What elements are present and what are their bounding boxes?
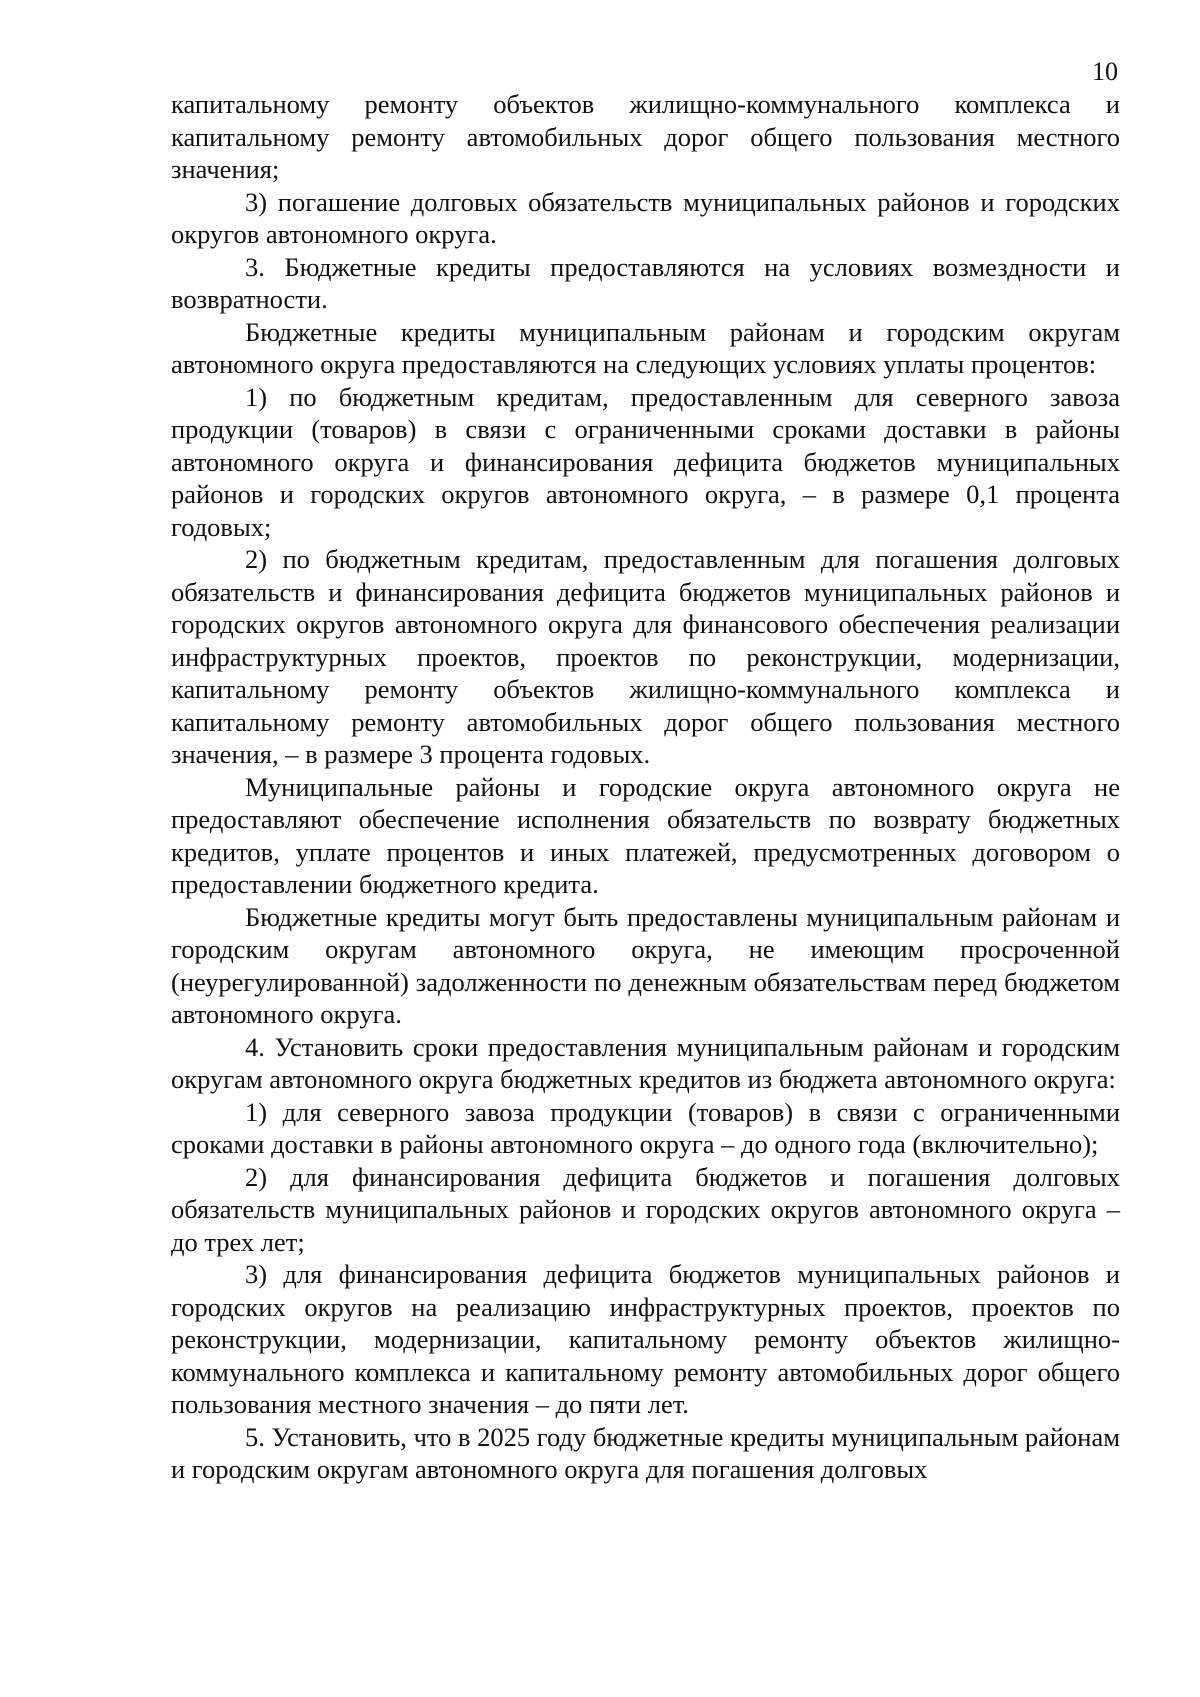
paragraph-term-item-3: 3) для финансирования дефицита бюджетов муниципальных районов и городских округов на реализацию инфраструктурных проектов, проектов по реконструкции, модернизации, капитальному ремонту объектов жилищно-коммунального комплекса и капитальному ремонту автомобильных дорог общего пользования местного значения – до пяти лет. bbox=[171, 1259, 1120, 1419]
paragraph-interest-conditions: Бюджетные кредиты муниципальным районам и городским округам автономного округа предоставляются на следующих условиях уплаты процентов: bbox=[171, 316, 1120, 379]
paragraph-interest-item-2: 2) по бюджетным кредитам, предоставленным для погашения долговых обязательств и финансирования дефицита бюджетов муниципальных районов и городских округов автономного округа для финансового обеспечения реализации инфраструктурных проектов, проектов по реконструкции, модернизации, капитальному ремонту объектов жилищно-коммунального комплекса и капитальному ремонту автомобильных дорог общего пользования местного значения, – в размере 3 процента годовых. bbox=[171, 544, 1120, 769]
paragraph-eligibility: Бюджетные кредиты могут быть предоставлены муниципальным районам и городским округам автономного округа, не имеющим просроченной (неурегулированной) задолженности по денежным обязательствам перед бюджетом автономного округа. bbox=[171, 901, 1120, 1029]
paragraph-section-4: 4. Установить сроки предоставления муниципальным районам и городским округам автономного округа бюджетных кредитов из бюджета автономного округа: bbox=[171, 1031, 1120, 1094]
paragraph-section-5: 5. Установить, что в 2025 году бюджетные кредиты муниципальным районам и городским округам автономного округа для погашения долговых bbox=[171, 1421, 1120, 1484]
paragraph-interest-item-1: 1) по бюджетным кредитам, предоставленным для северного завоза продукции (товаров) в связи с ограниченными сроками доставки в районы автономного округа и финансирования дефицита бюджетов муниципальных районов и городских округов автономного округа, – в размере 0,1 процента годовых; bbox=[171, 381, 1120, 542]
document-body bbox=[171, 88, 1120, 1486]
paragraph-continuation: капитальному ремонту объектов жилищно-коммунального комплекса и капитальному ремонту автомобильных дорог общего пользования местного значения; bbox=[171, 89, 1120, 184]
paragraph-term-item-2: 2) для финансирования дефицита бюджетов и погашения долговых обязательств муниципальных районов и городских округов автономного округа – до трех лет; bbox=[171, 1161, 1120, 1257]
page-number: 10 bbox=[1092, 57, 1118, 86]
paragraph-term-item-1: 1) для северного завоза продукции (товаров) в связи с ограниченными сроками доставки в районы автономного округа – до одного года (включительно); bbox=[171, 1096, 1120, 1159]
paragraph-no-security: Муниципальные районы и городские округа автономного округа не предоставляют обеспечение исполнения обязательств по возврату бюджетных кредитов, уплате процентов и иных платежей, предусмотренных договором о предоставлении бюджетного кредита. bbox=[171, 771, 1120, 899]
paragraph-item-3-debt-repayment: 3) погашение долговых обязательств муниципальных районов и городских округов автономного округа. bbox=[171, 186, 1120, 249]
paragraph-section-3: 3. Бюджетные кредиты предоставляются на условиях возмездности и возвратности. bbox=[171, 251, 1120, 314]
